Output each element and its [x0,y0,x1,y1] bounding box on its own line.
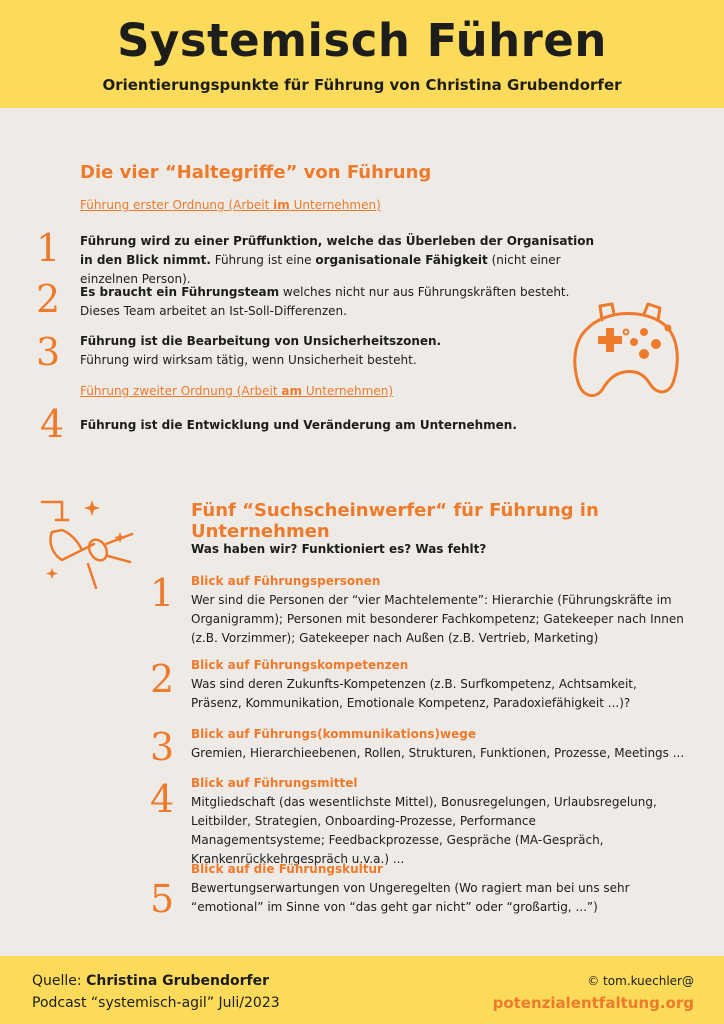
section1-number-4: 4 [40,402,65,446]
order2-label: Führung zweiter Ordnung (Arbeit am Unternehmen) [80,384,393,398]
section2-item-1-text: Wer sind die Personen der “vier Machtelemente”: Hierarchie (Führungskräfte im Organigramm); Personen mit besonderer Fachkompetenz; Gatekeeper nach Innen (z.B. Vorzimmer); Gatekeeper nach Außen (z.B. Vertrieb, Marketing) [191,593,684,645]
gamepad-icon [566,298,684,402]
section2-item-3-title: Blick auf Führungs(kommunikations)wege [191,727,476,741]
section1-item-3: Führung ist die Bearbeitung von Unsicherheitszonen. Führung wird wirksam tätig, wenn Unsicherheit besteht. [80,334,442,367]
section2-item-1 [191,572,691,648]
section1-number-3: 3 [36,330,61,374]
section2-item-3-text: Gremien, Hierarchieebenen, Rollen, Strukturen, Funktionen, Prozesse, Meetings ... [191,746,685,760]
section2-number-3: 3 [150,725,175,769]
section2-item-3 [191,725,691,763]
footer-credit [493,970,694,1015]
section2-number-1: 1 [150,571,175,615]
section2-number-2: 2 [150,657,175,701]
footer-podcast: Podcast “systemisch-agil” Juli/2023 [32,995,280,1011]
section2-heading: Fünf “Suchscheinwerfer“ für Führung in Unternehmen [191,500,599,542]
spotlight-icon [32,492,152,596]
section2-item-4-title: Blick auf Führungsmittel [191,776,358,790]
section2-item-1-title: Blick auf Führungspersonen [191,574,381,588]
copyright-text: © tom.kuechler@ [587,974,694,988]
section1-item-1: Führung wird zu einer Prüffunktion, welche das Überleben der Organisation in den Blick nimmt. Führung ist eine organisationale Fähigkeit (nicht einer einzelnen Person). [80,234,595,286]
section2-item-5 [191,860,691,917]
page-title: Systemisch Führen [117,14,607,67]
footer-source: Quelle: Christina Grubendorfer Podcast “systemisch-agil” Juli/2023 [32,973,280,1011]
section1-number-1: 1 [36,226,61,270]
section1-heading: Die vier “Haltegriffe” von Führung [80,162,432,183]
section1-item-2: Es braucht ein Führungsteam welches nicht nur aus Führungskräften besteht. Dieses Team arbeitet an Ist-Soll-Differenzen. [80,285,570,318]
section2-item-2-title: Blick auf Führungskompetenzen [191,658,409,672]
section2-item-4 [191,774,671,869]
section2-item-5-title: Blick auf die Führungskultur [191,862,383,876]
section2-item-2 [191,656,661,713]
order1-label: Führung erster Ordnung (Arbeit im Unternehmen) [80,198,381,212]
section2-question: Was haben wir? Funktioniert es? Was fehlt? [191,542,487,556]
section1-number-2: 2 [36,277,61,321]
section2-number-4: 4 [150,777,175,821]
section1-item-4: Führung ist die Entwicklung und Veränderung am Unternehmen. [80,418,517,432]
section2-number-5: 5 [150,877,175,921]
page-subtitle: Orientierungspunkte für Führung von Christina Grubendorfer [102,76,622,94]
section2-item-2-text: Was sind deren Zukunfts-Kompetenzen (z.B. Surfkompetenz, Achtsamkeit, Präsenz, Kommunikation, Emotionale Kompetenz, Paradoxiefähigkeit ...)? [191,677,637,710]
section2-item-5-text: Bewertungserwartungen von Ungeregelten (Wo ragiert man bei uns sehr “emotional” im Sinne von “das geht gar nicht” oder “großartig, ...”) [191,881,630,914]
section2-item-4-text: Mitgliedschaft (das wesentlichste Mittel), Bonusregelungen, Urlaubsregelung, Leitbilder, Strategien, Onboarding-Prozesse, Performance Managementsysteme; Feedbackprozesse, Gespräche (MA-Gespräch, Krankenrückkehrgespräch u.v.a.) ... [191,795,657,866]
footer-site-link[interactable]: potenzialentfaltung.org [492,994,694,1012]
